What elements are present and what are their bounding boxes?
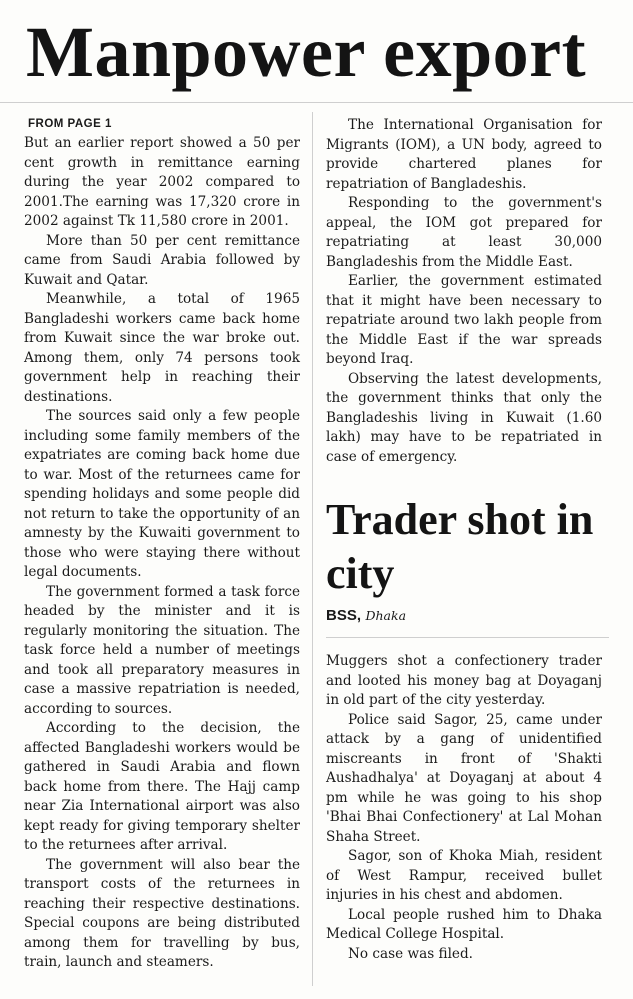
article-paragraph: More than 50 per cent remittance came from Saudi Arabia followed by Kuwait and Qatar. [24,232,300,288]
main-headline: Manpower export [26,12,587,92]
story-paragraph: Muggers shot a confectionery trader and looted his money bag at Doyaganj in old part of the city yesterday. [326,653,602,708]
story-paragraph: No case was filed. [348,945,473,962]
headline-rule [0,102,633,103]
story-paragraph: Sagor, son of Khoka Miah, resident of West Rampur, received bullet injuries in his chest and abdomen. [326,848,602,903]
article-paragraph: Earlier, the government estimated that it might have been necessary to repatriate around two lakh people from the Middle East if the war spreads beyond Iraq. [326,273,602,367]
byline [326,607,602,625]
article-paragraph: Observing the latest developments, the government thinks that only the Bangladeshis living in Kuwait (1.60 lakh) may have to be repatriated in case of emergency. [326,370,602,465]
article-paragraph: The government will also bear the transport costs of the returnees in reaching their respective destinations. Special coupons are being distributed among them for travelling by bus, train, launch and steamers. [24,856,300,970]
article-paragraph: But an earlier report showed a 50 per cent growth in remittance earning during the year 2002 compared to 2001.The earning was 17,320 crore in 2002 against Tk 11,580 crore in 2001. [24,135,300,229]
byline-agency: BSS, [326,607,362,624]
left-column [24,116,300,973]
article-paragraph: Responding to the government's appeal, the IOM got prepared for repatriating at least 30,000 Bangladeshis from the Middle East. [326,195,602,270]
article-paragraph: Meanwhile, a total of 1965 Bangladeshi workers came back home from Kuwait since the war broke out. Among them, only 74 persons took government help in reaching their destinations. [24,291,300,405]
column-divider [312,112,313,986]
story-paragraph: Police said Sagor, 25, came under attack by a gang of unidentified miscreants in front of 'Shakti Aushadhalya' at Doyaganj at about 4 pm while he was going to his shop 'Bhai Bhai Confectionery' at Lal Mohan Shaha Street. [326,711,602,845]
jump-label: FROM PAGE 1 [28,118,112,130]
right-column [326,116,602,964]
article-paragraph: According to the decision, the affected Bangladeshi workers would be gathered in Saudi Arabia and flown back home from there. The Hajj camp near Zia International airport was also kept ready for giving temporary shelter to the returnees after arrival. [24,720,300,853]
byline-rule [326,637,609,638]
second-story-headline: Trader shot in city [326,495,594,598]
story-paragraph: Local people rushed him to Dhaka Medical College Hospital. [326,906,602,942]
byline-place: Dhaka [365,608,407,623]
article-paragraph: The government formed a task force headed by the minister and it is regularly monitoring the situation. The task force held a number of meetings and took all preparatory measures in case a massive repatriation is needed, according to sources. [24,583,300,717]
article-paragraph: The International Organisation for Migrants (IOM), a UN body, agreed to provide chartered planes for repatriation of Bangladeshis. [326,117,602,192]
article-paragraph: The sources said only a few people including some family members of the expatriates are coming back home due to war. Most of the returnees came for spending holidays and some people did not return to take the opportunity of an amnesty by the Kuwaiti government to those who were staying there without legal documents. [24,408,300,580]
